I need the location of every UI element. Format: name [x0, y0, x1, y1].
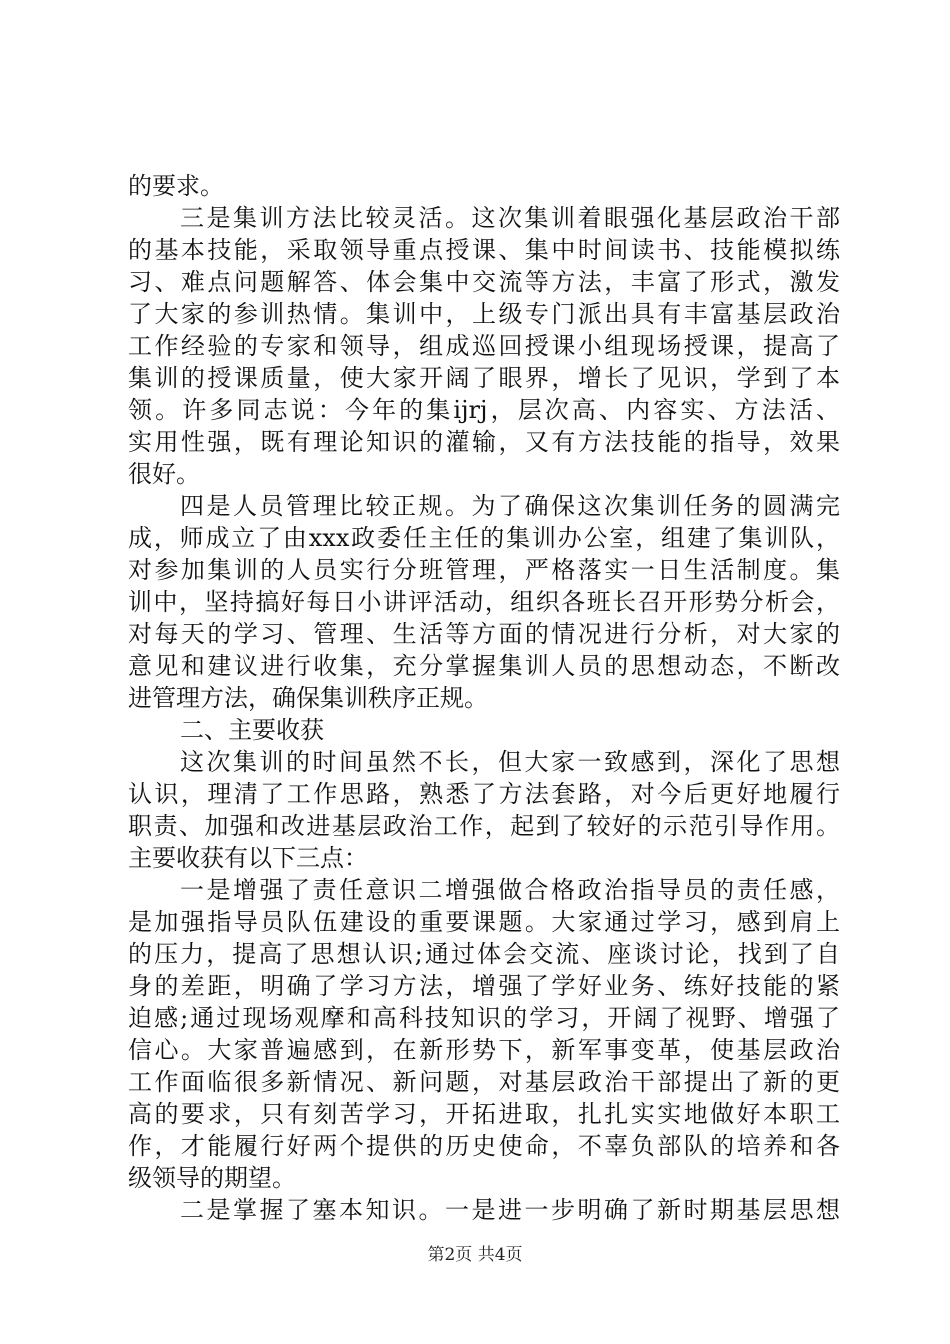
text-line: 意见和建议进行收集，充分掌握集训人员的思想动态，不断改 — [128, 652, 840, 680]
text-line: 主要收获有以下三点： — [128, 844, 368, 872]
text-line: 认识，理清了工作思路，熟悉了方法套路，对今后更好地履行 — [128, 780, 840, 808]
text-line: 的基本技能，采取领导重点授课、集中时间读书、技能模拟练 — [128, 236, 840, 264]
text-line: 领。许多同志说：今年的集ijrj，层次高、内容实、方法活、 — [128, 396, 840, 424]
text-line: 这次集训的时间虽然不长，但大家一致感到，深化了思想 — [180, 748, 840, 776]
text-line: 很好。 — [128, 460, 200, 488]
text-line: 四是人员管理比较正规。为了确保这次集训任务的圆满完 — [180, 492, 840, 520]
text-line: 身的差距，明确了学习方法，增强了学好业务、练好技能的紧 — [128, 972, 840, 1000]
text-line: 对每天的学习、管理、生活等方面的情况进行分析，对大家的 — [128, 620, 840, 648]
page-number: 第2页 共4页 — [427, 1245, 523, 1265]
text-line: 训中，坚持搞好每日小讲评活动，组织各班长召开形势分析会， — [128, 588, 840, 616]
text-line: 集训的授课质量，使大家开阔了眼界，增长了见识，学到了本 — [128, 364, 840, 392]
text-line: 实用性强，既有理论知识的灌输，又有方法技能的指导，效果 — [128, 428, 840, 456]
text-line: 级领导的期望。 — [128, 1164, 296, 1192]
text-line: 工作面临很多新情况、新问题，对基层政治干部提出了新的更 — [128, 1068, 840, 1096]
text-line: 作，才能履行好两个提供的历史使命，不辜负部队的培养和各 — [128, 1132, 840, 1160]
document-body — [128, 170, 840, 1226]
text-line: 了大家的参训热情。集训中，上级专门派出具有丰富基层政治 — [128, 300, 840, 328]
text-line: 二是掌握了塞本知识。一是进一步明确了新时期基层思想 — [180, 1196, 840, 1224]
text-line: 职责、加强和改进基层政治工作，起到了较好的示范引导作用。 — [128, 812, 840, 840]
text-line: 的要求。 — [128, 172, 224, 200]
text-line: 对参加集训的人员实行分班管理，严格落实一日生活制度。集 — [128, 556, 840, 584]
text-line: 成，师成立了由xxx政委任主任的集训办公室，组建了集训队， — [128, 524, 840, 552]
text-line: 三是集训方法比较灵活。这次集训着眼强化基层政治干部 — [180, 204, 840, 232]
text-line: 二、主要收获 — [180, 716, 324, 744]
text-line: 一是增强了责任意识二增强做合格政治指导员的责任感， — [180, 876, 840, 904]
text-line: 迫感;通过现场观摩和高科技知识的学习，开阔了视野、增强了 — [128, 1004, 840, 1032]
text-line: 信心。大家普遍感到，在新形势下，新军事变革，使基层政治 — [128, 1036, 840, 1064]
text-line: 工作经验的专家和领导，组成巡回授课小组现场授课，提高了 — [128, 332, 840, 360]
text-line: 高的要求，只有刻苦学习，开拓进取，扎扎实实地做好本职工 — [128, 1100, 840, 1128]
text-line: 习、难点问题解答、体会集中交流等方法，丰富了形式，激发 — [128, 268, 840, 296]
text-line: 的压力，提高了思想认识;通过体会交流、座谈讨论，找到了自 — [128, 940, 840, 968]
text-line: 是加强指导员队伍建设的重要课题。大家通过学习，感到肩上 — [128, 908, 840, 936]
text-line: 进管理方法，确保集训秩序正规。 — [128, 684, 488, 712]
